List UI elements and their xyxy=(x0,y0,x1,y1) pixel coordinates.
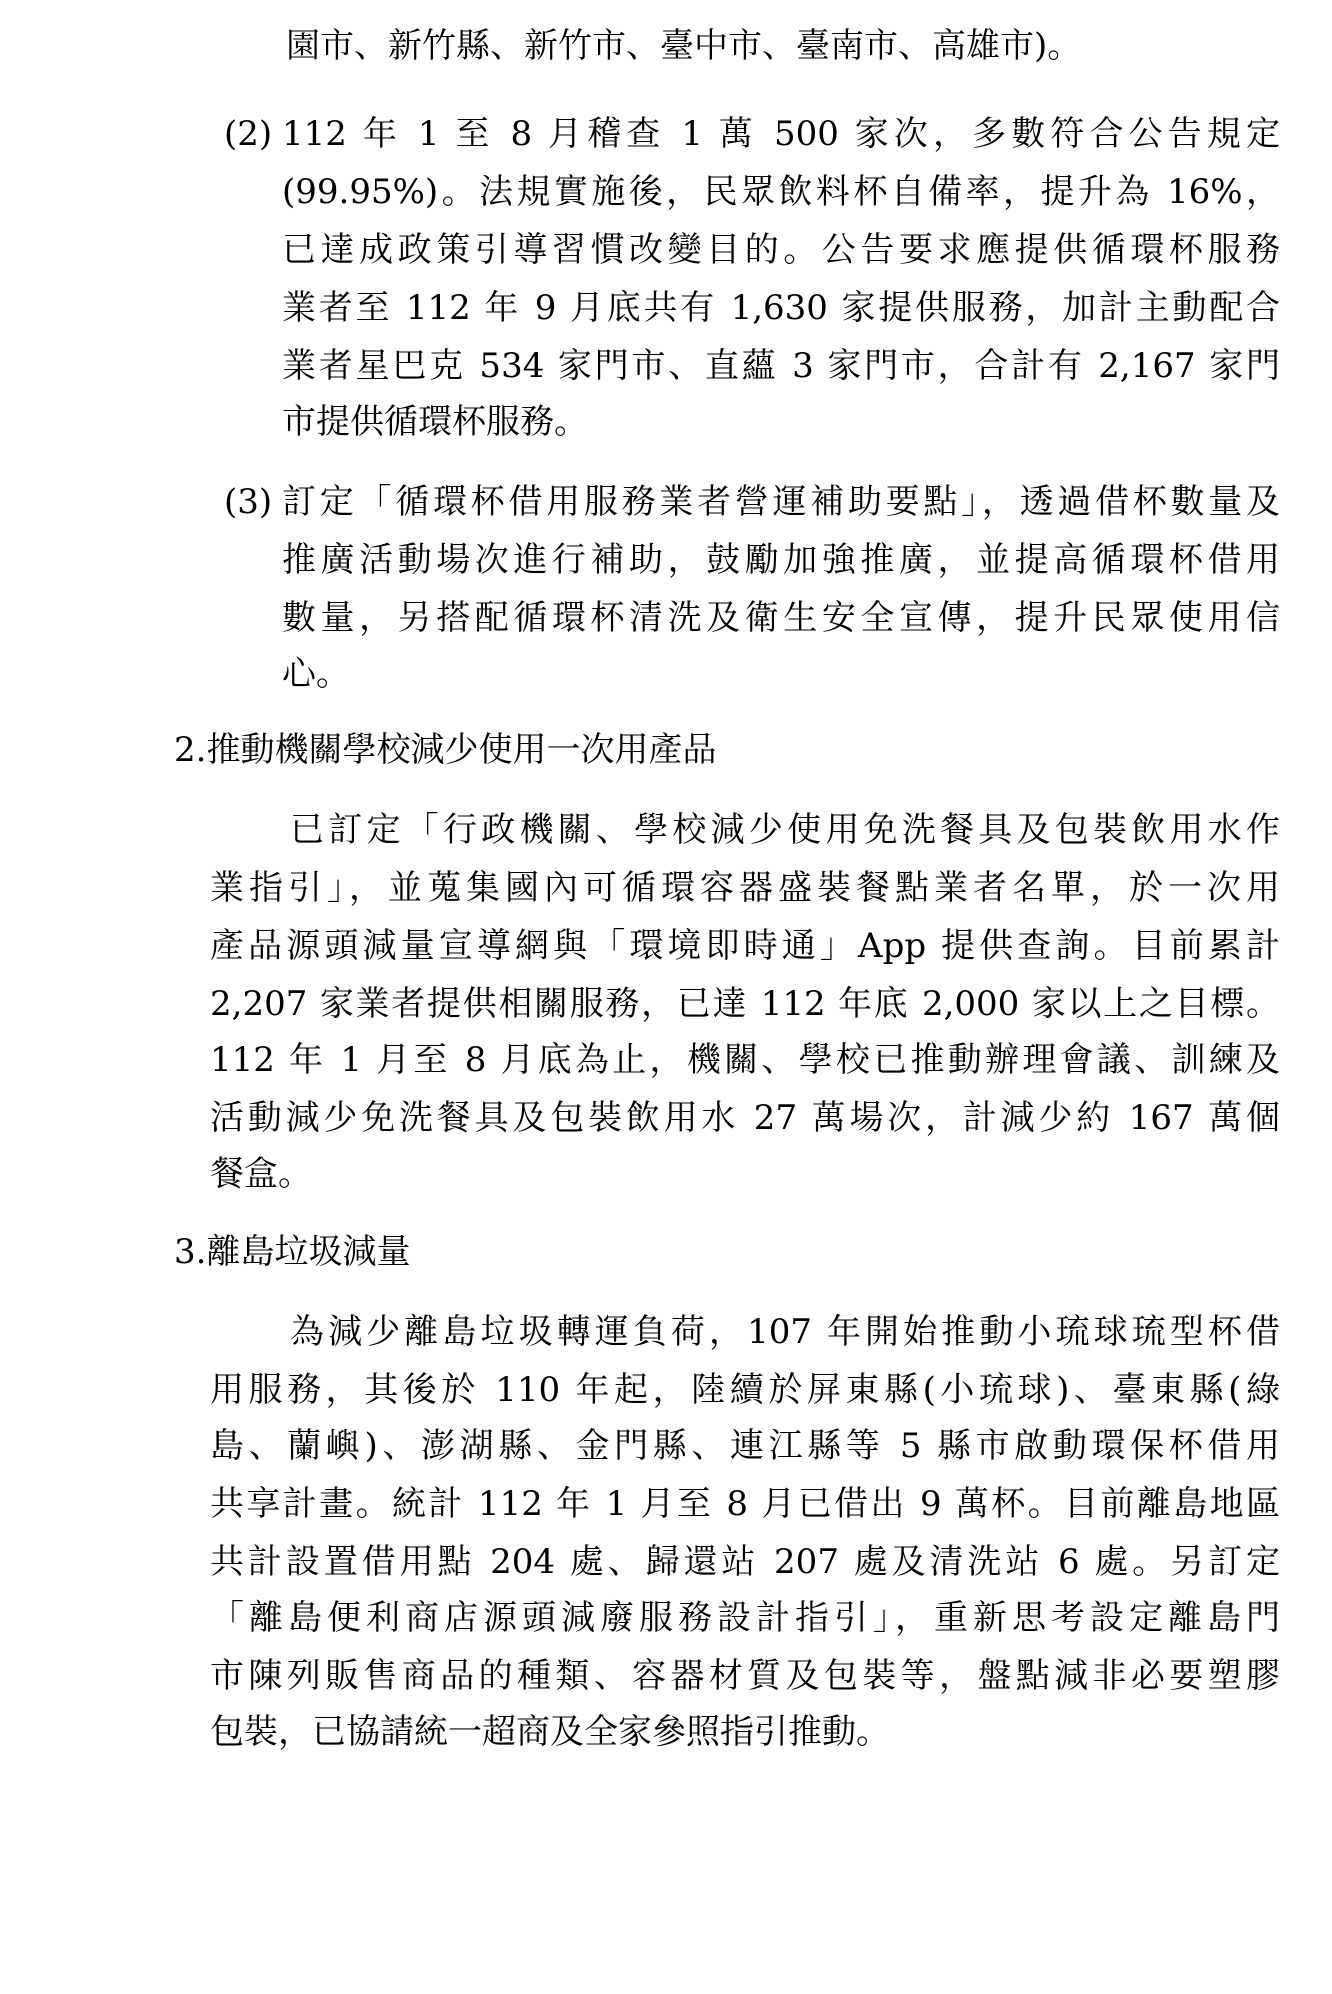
sub-item-3-line: 心。 xyxy=(282,654,350,694)
section-paragraph-line: 市陳列販售商品的種類、容器材質及包裝等，盤點減非必要塑膠 xyxy=(210,1656,1280,1696)
section-heading: 3.離島垃圾減量 xyxy=(174,1232,411,1272)
section-paragraph-line: 包裝，已協請統一超商及全家參照指引推動。 xyxy=(210,1712,890,1752)
sub-item-3-line: 數量，另搭配循環杯清洗及衛生安全宣傳，提升民眾使用信 xyxy=(282,598,1280,638)
section-paragraph-line: 業指引」，並蒐集國內可循環容器盛裝餐點業者名單，於一次用 xyxy=(210,868,1280,908)
section-paragraph-line: 島、蘭嶼)、澎湖縣、金門縣、連江縣等 5 縣市啟動環保杯借用 xyxy=(210,1426,1280,1466)
sub-item-2-line: 業者星巴克 534 家門市、直蘊 3 家門市，合計有 2,167 家門 xyxy=(282,346,1280,386)
sub-item-3-line: 推廣活動場次進行補助，鼓勵加強推廣，並提高循環杯借用 xyxy=(282,540,1280,580)
sub-item-2-line: 112 年 1 至 8 月稽查 1 萬 500 家次，多數符合公告規定 xyxy=(282,114,1280,154)
section-paragraph-line: 餐盒。 xyxy=(210,1154,312,1194)
section-heading: 2.推動機關學校減少使用一次用產品 xyxy=(174,730,717,770)
section-paragraph-line: 用服務，其後於 110 年起，陸續於屏東縣(小琉球)、臺東縣(綠 xyxy=(210,1370,1280,1410)
section-paragraph-line: 共享計畫。統計 112 年 1 月至 8 月已借出 9 萬杯。目前離島地區 xyxy=(210,1484,1280,1524)
sub-item-2-line: 已達成政策引導習慣改變目的。公告要求應提供循環杯服務 xyxy=(282,230,1280,270)
section-paragraph-line: 2,207 家業者提供相關服務，已達 112 年底 2,000 家以上之目標。 xyxy=(210,984,1280,1024)
section-paragraph-line: 「離島便利商店源頭減廢服務設計指引」，重新思考設定離島門 xyxy=(210,1598,1280,1638)
sub-item-3-line: 訂定「循環杯借用服務業者營運補助要點」，透過借杯數量及 xyxy=(282,482,1280,522)
sub-item-2-line: 市提供循環杯服務。 xyxy=(282,402,588,442)
sub-item-2-line: 業者至 112 年 9 月底共有 1,630 家提供服務，加計主動配合 xyxy=(282,288,1280,328)
sub-item-3-marker: (3) xyxy=(224,482,273,522)
sub-item-2-marker: (2) xyxy=(224,114,273,154)
continuation-line: 園市、新竹縣、新竹市、臺中市、臺南市、高雄市)。 xyxy=(286,26,1082,66)
section-paragraph-line: 112 年 1 月至 8 月底為止，機關、學校已推動辦理會議、訓練及 xyxy=(210,1040,1280,1080)
section-paragraph-line: 為減少離島垃圾轉運負荷，107 年開始推動小琉球琉型杯借 xyxy=(290,1312,1280,1352)
section-paragraph-line: 產品源頭減量宣導網與「環境即時通」App 提供查詢。目前累計 xyxy=(210,926,1280,966)
section-paragraph-line: 共計設置借用點 204 處、歸還站 207 處及清洗站 6 處。另訂定 xyxy=(210,1542,1280,1582)
section-paragraph-line: 已訂定「行政機關、學校減少使用免洗餐具及包裝飲用水作 xyxy=(290,810,1280,850)
sub-item-2-line: (99.95%)。法規實施後，民眾飲料杯自備率，提升為 16%， xyxy=(282,172,1280,212)
section-paragraph-line: 活動減少免洗餐具及包裝飲用水 27 萬場次，計減少約 167 萬個 xyxy=(210,1098,1280,1138)
